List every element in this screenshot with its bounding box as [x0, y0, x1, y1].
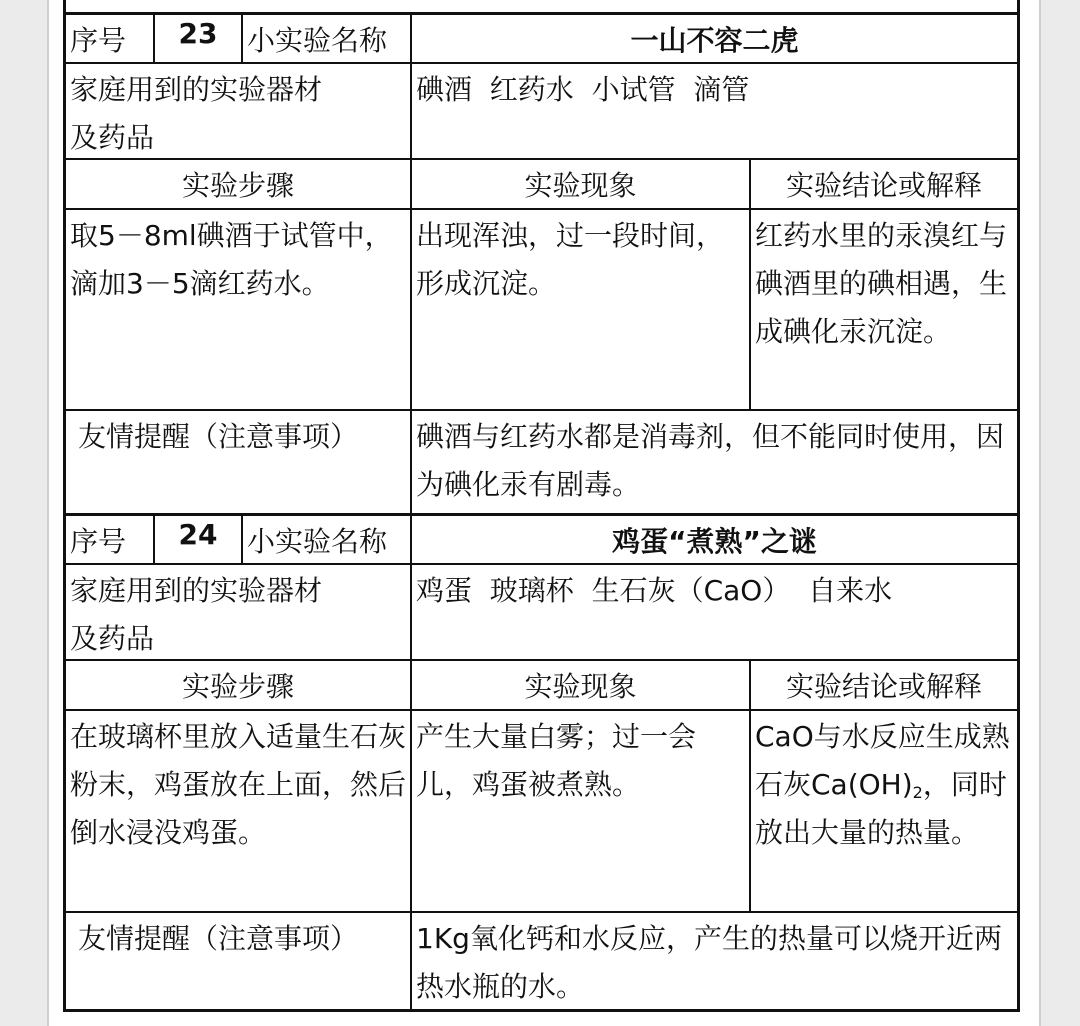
materials-value: 碘酒 红药水 小试管 滴管 — [410, 62, 1017, 158]
reminder-label: 友情提醒（注意事项） — [66, 409, 410, 513]
name-label: 小实验名称 — [241, 12, 410, 62]
materials-value: 鸡蛋 玻璃杯 生石灰（CaO） 自来水 — [410, 563, 1017, 659]
conclusion-text-after: ，同时放出大量的热量。 — [755, 768, 1007, 849]
experiment-table — [63, 0, 1020, 1012]
materials-label — [66, 563, 410, 659]
phenomenon-value: 产生大量白雾；过一会儿，鸡蛋被煮熟。 — [410, 709, 749, 911]
conclusion-value: 红药水里的汞溴红与碘酒里的碘相遇，生成碘化汞沉淀。 — [749, 208, 1017, 409]
steps-header: 实验步骤 — [66, 158, 410, 208]
steps-header: 实验步骤 — [66, 659, 410, 709]
phenomenon-header: 实验现象 — [410, 158, 749, 208]
no-label-text: 序号 — [70, 24, 127, 57]
reminder-value: 碘酒与红药水都是消毒剂，但不能同时使用，因为碘化汞有剧毒。 — [410, 409, 1017, 513]
conclusion-text-before: CaO与水反应生成熟石灰Ca(OH) — [755, 720, 1010, 801]
experiment-title: 鸡蛋“煮熟”之谜 — [410, 513, 1017, 563]
experiment-number: 23 — [153, 12, 241, 62]
no-label — [66, 12, 153, 62]
experiment-title: 一山不容二虎 — [410, 12, 1017, 62]
name-label: 小实验名称 — [241, 513, 410, 563]
materials-label-line2: 及药品 — [70, 622, 155, 655]
steps-value: 取5－8ml碘酒于试管中，滴加3－5滴红药水。 — [66, 208, 410, 409]
reminder-value: 1Kg氧化钙和水反应，产生的热量可以烧开近两热水瓶的水。 — [410, 911, 1017, 1009]
conclusion-header: 实验结论或解释 — [749, 158, 1017, 208]
reminder-label: 友情提醒（注意事项） — [66, 911, 410, 1009]
steps-value: 在玻璃杯里放入适量生石灰粉末，鸡蛋放在上面，然后倒水浸没鸡蛋。 — [66, 709, 410, 911]
experiment-number: 24 — [153, 513, 241, 563]
phenomenon-value: 出现浑浊，过一段时间，形成沉淀。 — [410, 208, 749, 409]
phenomenon-header: 实验现象 — [410, 659, 749, 709]
materials-label-line1: 家庭用到的实验器材 — [70, 73, 323, 106]
no-label: 序号 — [66, 513, 153, 563]
materials-label-line2: 及药品 — [70, 121, 155, 154]
conclusion-header: 实验结论或解释 — [749, 659, 1017, 709]
materials-label — [66, 62, 410, 158]
subscript-two: 2 — [912, 783, 923, 802]
conclusion-value — [749, 709, 1017, 911]
materials-label-line1: 家庭用到的实验器材 — [70, 574, 323, 607]
